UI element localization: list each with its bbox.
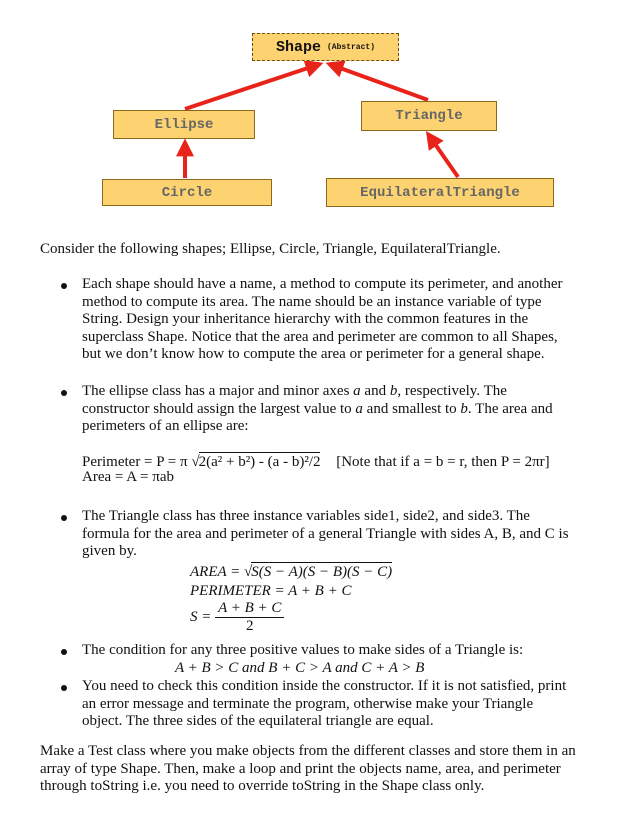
- bullet-dot: [61, 685, 67, 691]
- ellipse-class-box: Ellipse: [113, 110, 255, 139]
- s-lhs: S =: [190, 608, 216, 625]
- sqrt-icon: √: [191, 454, 200, 470]
- semi-perimeter-formula: [190, 600, 284, 635]
- text-line: The Triangle class has three instance variables side1, side2, and side3. The: [82, 508, 530, 524]
- triangle-class-box: Triangle: [361, 101, 497, 131]
- bullet-dot: [61, 515, 67, 521]
- shape-class-label: Shape: [275, 38, 321, 56]
- text-line: method to compute its area. The name should be an instance variable of type: [82, 293, 542, 310]
- area-radicand: S(S − A)(S − B)(S − C): [251, 564, 393, 580]
- var-b: b: [460, 400, 468, 417]
- text-line: through toString i.e. you need to override toString in the Shape class only.: [40, 778, 485, 794]
- triangle-area-formula: [190, 562, 392, 581]
- bullet-ellipse-class: [82, 383, 577, 436]
- var-b: b: [389, 383, 398, 399]
- closing-paragraph: [40, 743, 576, 796]
- bullet-triangle-condition: [82, 642, 577, 677]
- text-fragment: The ellipse class has a major and minor axes: [82, 383, 350, 399]
- text-line: array of type Shape. Then, make a loop and print the objects name, area, and perimeter: [40, 760, 561, 777]
- var-a: a: [353, 383, 361, 399]
- class-hierarchy-diagram: [0, 0, 641, 215]
- text-line: formula for the area and perimeter of a general Triangle with sides A, B, and C is: [82, 525, 569, 542]
- shape-class-box: [252, 33, 399, 61]
- s-fraction: [215, 600, 284, 635]
- perimeter-prefix: Perimeter = P = π: [82, 454, 188, 470]
- text-line: The condition for any three positive values to make sides of a Triangle is:: [82, 642, 524, 658]
- text-line: but we don’t know how to compute the area or perimeter for a general shape.: [82, 346, 545, 362]
- area-lhs: AREA =: [190, 564, 245, 580]
- text-fragment: constructor should assign the largest value to: [82, 400, 352, 417]
- bullet-dot: [61, 649, 67, 655]
- text-line: object. The three sides of the equilateral triangle are equal.: [82, 713, 434, 729]
- bullet-triangle-class: [82, 508, 577, 561]
- var-a: a: [355, 400, 363, 417]
- text-line: perimeters of an ellipse are:: [82, 418, 249, 434]
- bullet-constructor-check: [82, 678, 577, 731]
- bullet-shape-requirements: [82, 276, 577, 364]
- arrow-triangle-to-shape: [329, 64, 428, 100]
- text-line: [82, 383, 577, 401]
- text-line: given by.: [82, 543, 137, 559]
- perimeter-radicand: 2(a² + b²) - (a - b)²/2: [198, 454, 321, 470]
- text-fragment: and smallest to: [366, 400, 457, 417]
- text-line: superclass Shape. Notice that the area and perimeter are common to all Shapes,: [82, 328, 558, 345]
- arrow-ellipse-to-shape: [185, 64, 320, 109]
- text-line: an error message and terminate the program, otherwise make your Triangle: [82, 695, 534, 712]
- arrow-equilateral-to-triangle: [428, 134, 458, 177]
- condition-formula: A + B > C and B + C > A and C + A > B: [175, 659, 425, 676]
- circle-class-box: Circle: [102, 179, 272, 206]
- text-line: Each shape should have a name, a method to compute its perimeter, and another: [82, 276, 563, 292]
- equilateral-triangle-class-box: EquilateralTriangle: [326, 178, 554, 207]
- perimeter-note: [Note that if a = b = r, then P = 2πr]: [336, 454, 550, 470]
- text-fragment: , respectively. The: [397, 383, 507, 399]
- text-line: You need to check this condition inside the constructor. If it is not satisfied, print: [82, 678, 567, 694]
- triangle-perimeter-formula: PERIMETER = A + B + C: [190, 583, 352, 599]
- s-denominator: 2: [246, 618, 254, 634]
- sqrt-icon: √: [244, 564, 253, 580]
- s-numerator: A + B + C: [215, 600, 284, 618]
- text-fragment: and: [364, 383, 387, 399]
- abstract-tag: (Abstract): [327, 42, 376, 52]
- ellipse-area-formula: Area = A = πab: [82, 469, 174, 485]
- bullet-dot: [61, 390, 67, 396]
- text-line: Make a Test class where you make objects from the different classes and store them in an: [40, 743, 576, 759]
- text-line: String. Design your inheritance hierarchy with the common features in the: [82, 311, 529, 327]
- bullet-dot: [61, 283, 67, 289]
- intro-paragraph: Consider the following shapes; Ellipse, Circle, Triangle, EquilateralTriangle.: [40, 241, 501, 257]
- text-line: constructor should assign the largest value to a and smallest to b. The area and: [82, 400, 553, 417]
